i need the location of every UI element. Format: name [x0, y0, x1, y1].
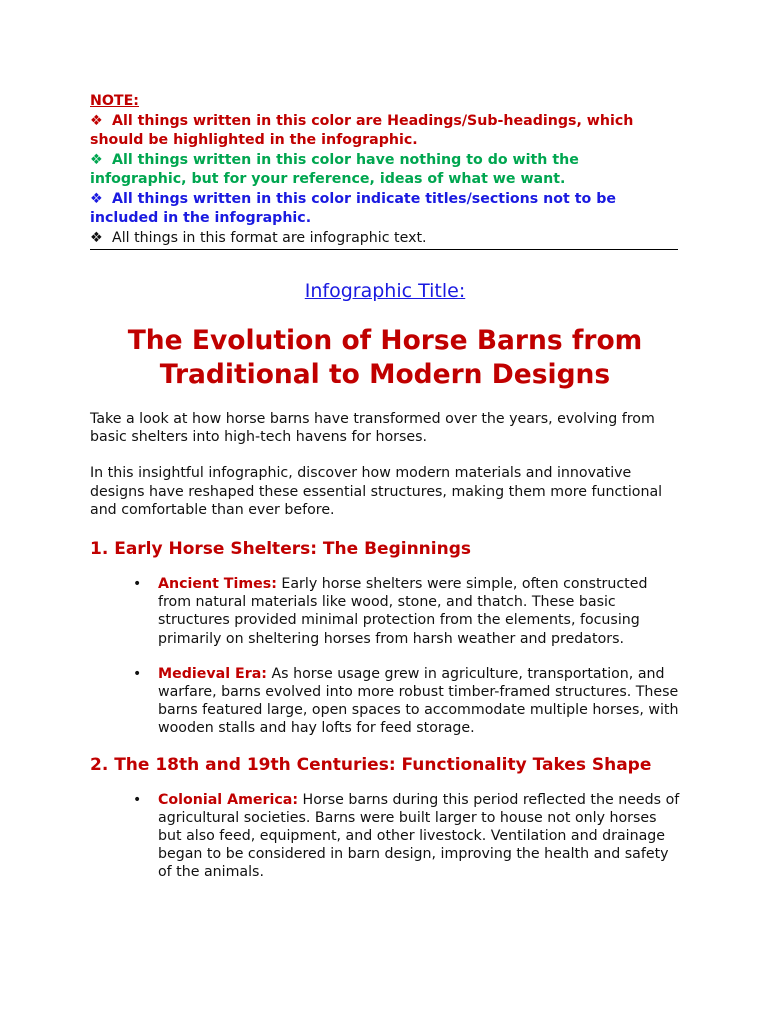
list-item	[90, 575, 680, 648]
note-line-excluded: ❖ All things written in this color indicate titles/sections not to be included in the infographic.	[90, 190, 616, 226]
list-item-text: Early horse shelters were simple, often constructed from natural materials like wood, stone, and thatch. These basic structures provided minimal protection from the elements, focusing primarily on sheltering horses from harsh weather and predators.	[158, 576, 648, 647]
infographic-title-label: Infographic Title:	[304, 280, 466, 302]
diamond-bullet-icon: ❖	[90, 229, 103, 246]
list-item-term: Ancient Times:	[158, 576, 277, 593]
section-heading-2: 2. The 18th and 19th Centuries: Functionality Takes Shape	[90, 754, 652, 775]
bullet-dot-icon: •	[133, 665, 142, 682]
note-line-reference: ❖ All things written in this color have nothing to do with the infographic, but for your reference, ideas of what we want.	[90, 151, 579, 187]
list-item-text: As horse usage grew in agriculture, transportation, and warfare, barns evolved into more robust timber-framed structures. These barns featured large, open spaces to accommodate multiple horses, with wooden stalls and hay lofts for feed storage.	[158, 665, 679, 737]
list-item	[90, 791, 680, 882]
diamond-bullet-icon: ❖	[90, 151, 103, 168]
bullet-dot-icon: •	[133, 791, 142, 808]
document-page	[90, 92, 680, 899]
list-item-term: Colonial America:	[158, 791, 299, 808]
intro-paragraph-2: In this insightful infographic, discover how modern materials and innovative designs have reshaped these essential structures, making them more functional and comfortable than ever before.	[90, 465, 663, 518]
note-label: NOTE:	[90, 93, 139, 109]
diamond-bullet-icon: ❖	[90, 112, 103, 129]
section-1-list	[90, 575, 680, 738]
bullet-dot-icon: •	[133, 576, 142, 593]
main-title: The Evolution of Horse Barns from Traditional to Modern Designs	[127, 325, 643, 390]
note-line-infographic-text: ❖ All things in this format are infographic text.	[90, 229, 680, 249]
note-line-headings: ❖ All things written in this color are Headings/Sub-headings, which should be highlighted in the infographic.	[90, 112, 634, 148]
list-item	[90, 665, 680, 738]
intro-paragraph-1: Take a look at how horse barns have transformed over the years, evolving from basic shelters into high-tech havens for horses.	[90, 411, 655, 446]
diamond-bullet-icon: ❖	[90, 190, 103, 207]
section-2-list	[90, 791, 680, 882]
divider-line	[90, 249, 678, 250]
note-block	[90, 92, 680, 248]
section-heading-1: 1. Early Horse Shelters: The Beginnings	[90, 539, 471, 560]
list-item-term: Medieval Era:	[158, 665, 267, 682]
list-item-text: Horse barns during this period reflected the needs of agricultural societies. Barns were built larger to house not only horses but also feed, equipment, and other livestock. Ventilation and drainage began to be considered in barn design, improving the health and safety of the animals.	[158, 791, 680, 881]
